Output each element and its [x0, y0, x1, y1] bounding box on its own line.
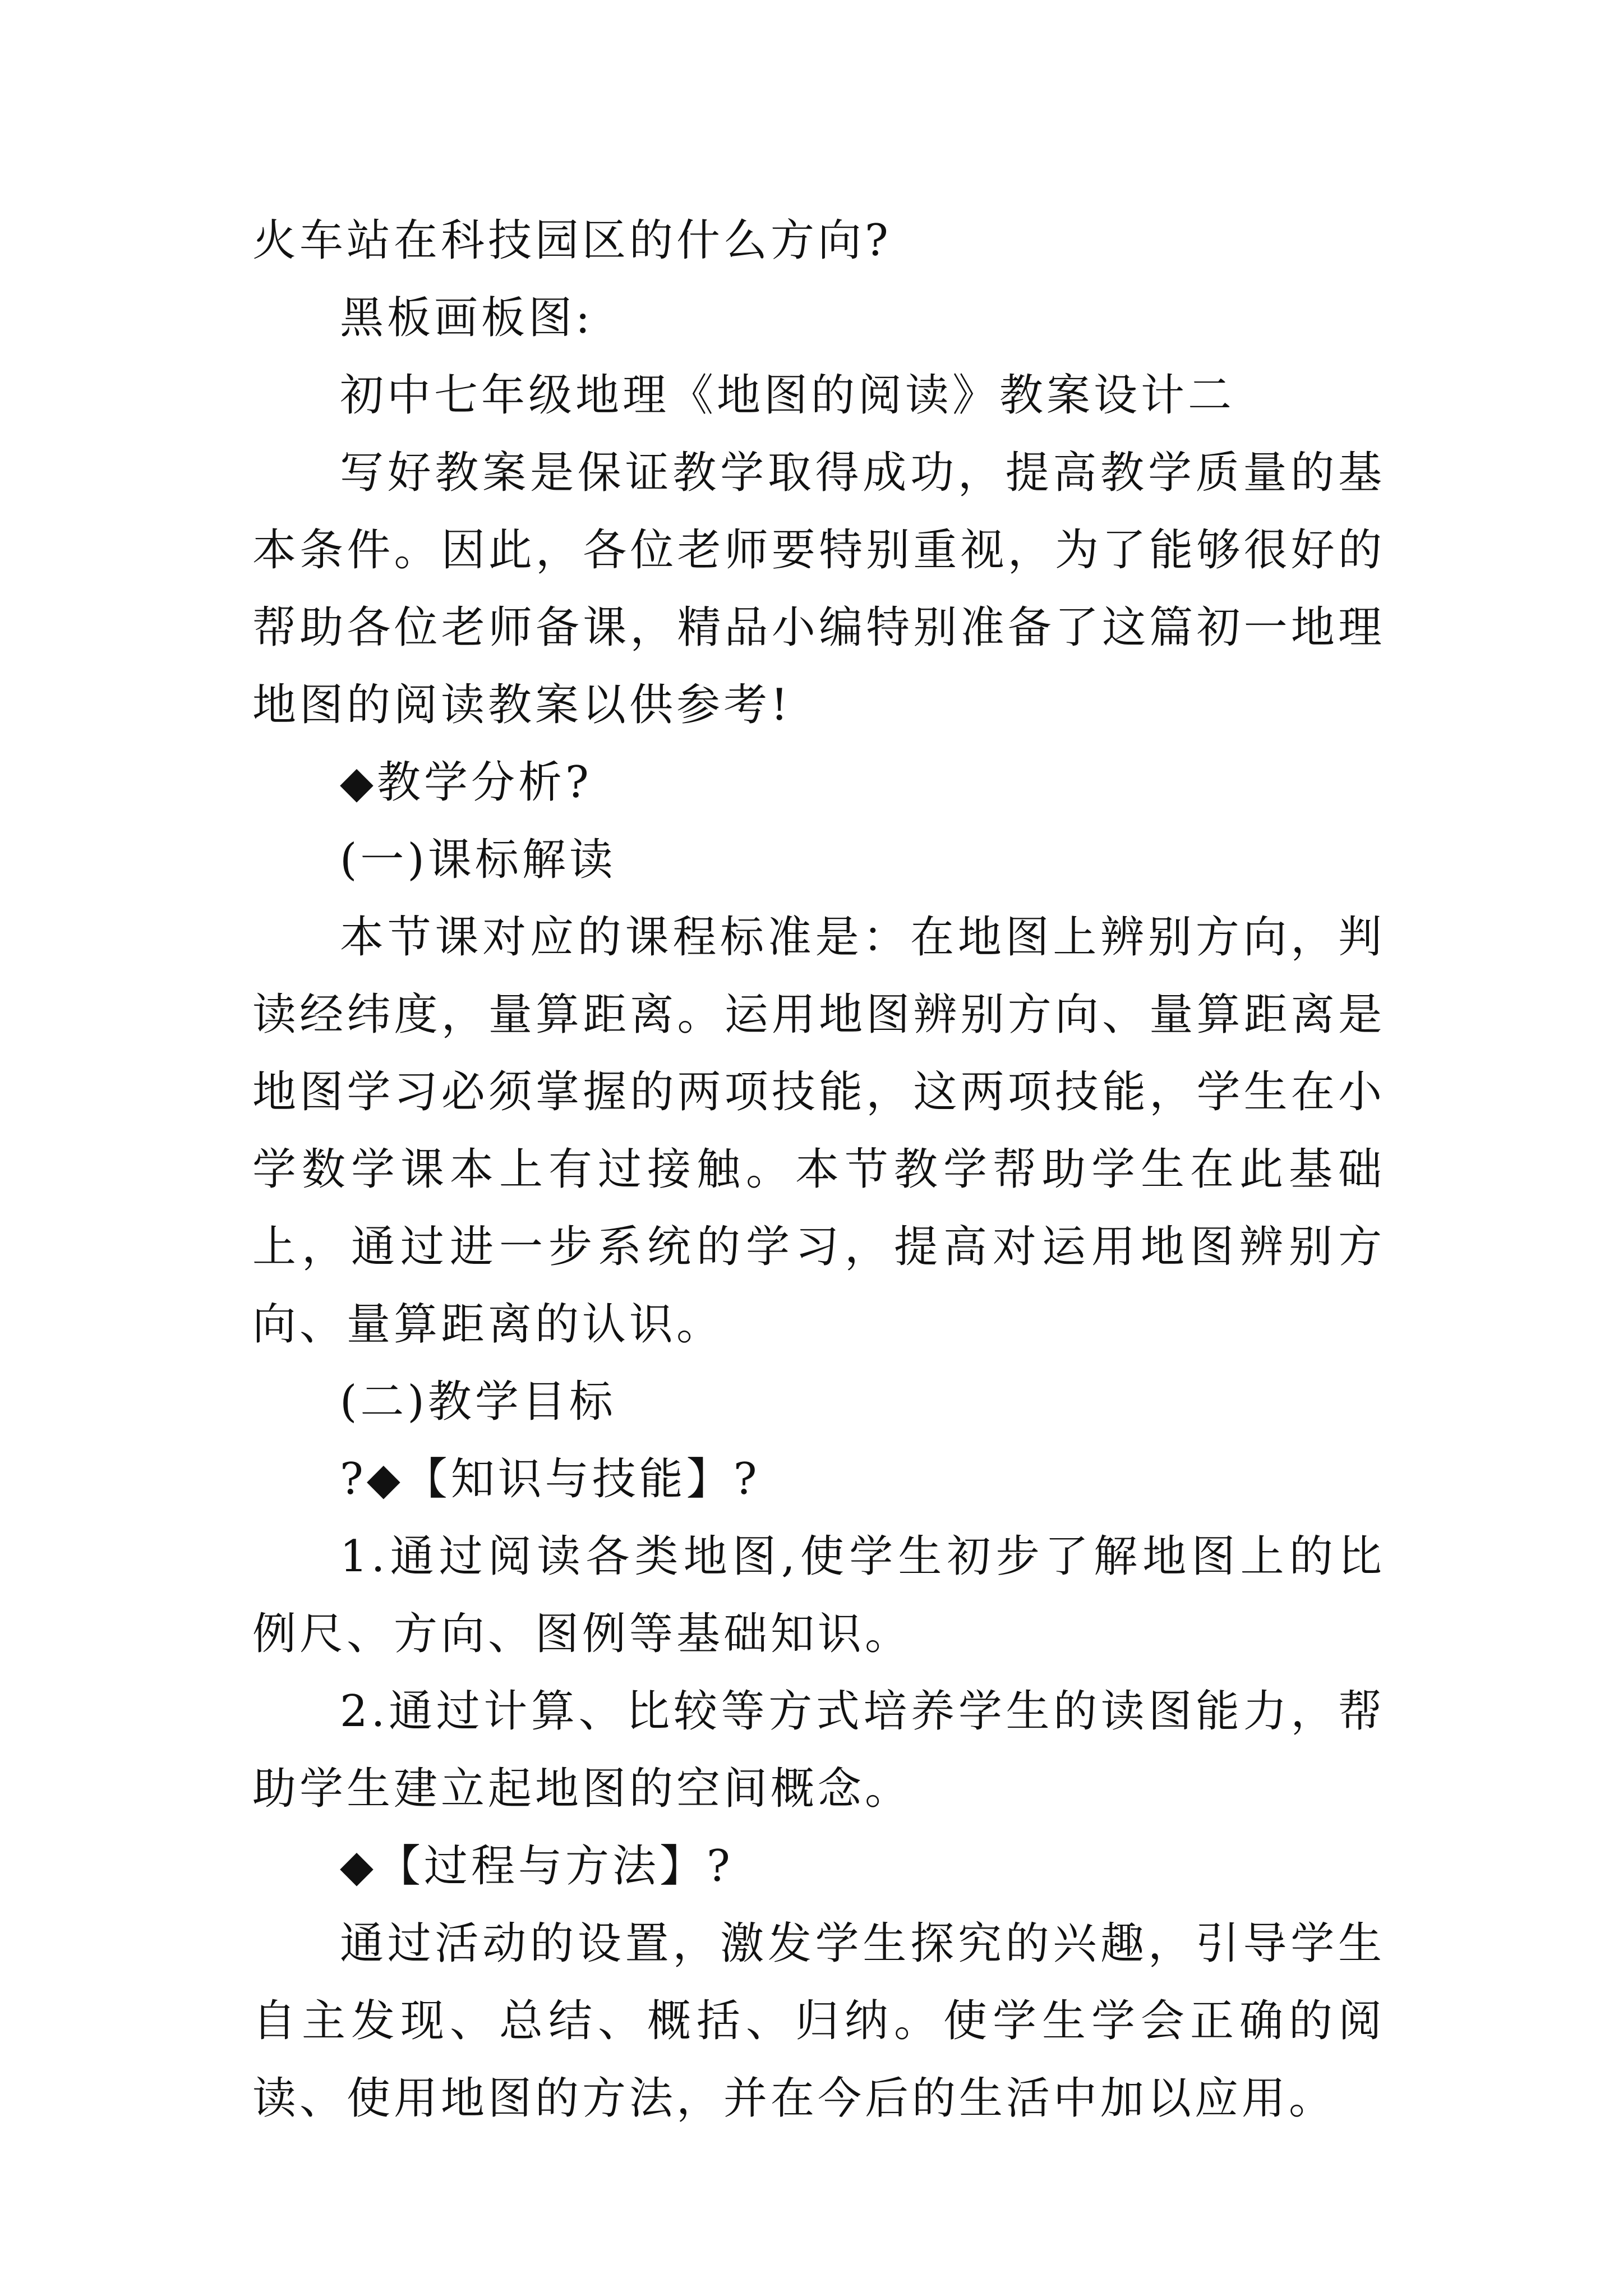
section-heading: 初中七年级地理《地图的阅读》教案设计二 [340, 370, 1235, 421]
list-item: 2.通过计算、比较等方式培养学生的读图能力，帮助学生建立起地图的空间概念。 [252, 1686, 1385, 1814]
paragraph: 通过活动的设置，激发学生探究的兴趣，引导学生自主发现、总结、概括、归纳。使学生学会正确的阅读、使用地图的方法，并在今后的生活中加以应用。 [252, 1918, 1385, 2124]
section-heading: ◆教学分析? [340, 757, 592, 808]
list-item: 1.通过阅读各类地图,使学生初步了解地图上的比例尺、方向、图例等基础知识。 [252, 1531, 1385, 1659]
section-heading: ◆【过程与方法】? [340, 1841, 734, 1892]
section-heading: (二)教学目标 [340, 1377, 616, 1427]
section-heading: (一)课标解读 [340, 835, 616, 885]
paragraph: 火车站在科技园区的什么方向? [252, 215, 892, 266]
paragraph: 写好教案是保证教学取得成功，提高教学质量的基本条件。因此，各位老师要特别重视，为了能够很好的帮助各位老师备课，精品小编特别准备了这篇初一地理地图的阅读教案以供参考! [252, 448, 1385, 730]
section-heading: ?◆【知识与技能】? [340, 1454, 760, 1504]
paragraph: 本节课对应的课程标准是：在地图上辨别方向，判读经纬度，量算距离。运用地图辨别方向、量算距离是地图学习必须掌握的两项技能，这两项技能，学生在小学数学课本上有过接触。本节教学帮助学生在此基础上，通过进一步系统的学习，提高对运用地图辨别方向、量算距离的认识。 [252, 912, 1385, 1350]
document-body [252, 202, 1385, 2137]
paragraph: 黑板画板图: [340, 293, 594, 343]
